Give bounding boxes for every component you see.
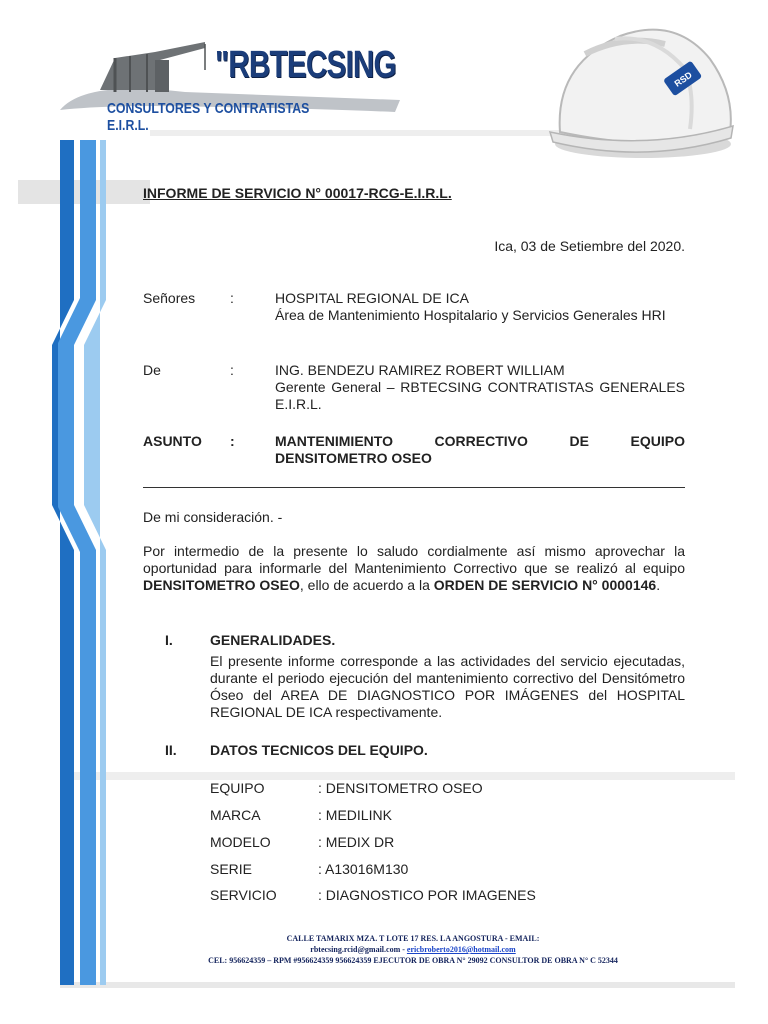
svg-text:RSD: RSD [672,69,694,89]
section-1-body: El presente informe corresponde a las actividades del servicio ejecutadas, durante el periodo ejecución del mantenimiento correctivo del Densitómetro Óseo del AREA DE DIAGNOSTICO POR IMÁGENES del HOSPITAL REGIONAL DE ICA respectivamente. [210,653,685,720]
hard-hat-icon [545,14,735,164]
spec-key-marca: MARCA [210,807,261,823]
intro-text-1: Por intermedio de la presente lo saludo cordialmente así mismo aprovechar la oportunidad para informarle del Mantenimiento Correctivo que se realizó al equipo [143,543,685,576]
footer-email-link[interactable]: ericbroberto2016@hotmail.com [406,945,516,954]
service-order-bold: ORDEN DE SERVICIO N° 0000146 [433,577,657,593]
intro-paragraph [143,543,685,594]
intro-text-2: , ello de acuerdo a la [299,577,434,593]
spec-value-servicio: : DIAGNOSTICO POR IMAGENES [318,887,536,903]
subject-text: MANTENIMIENTO CORRECTIVO DE EQUIPO DENSITOMETRO OSEO [275,433,685,466]
sender-position: Gerente General – RBTECSING CONTRATISTAS GENERALES E.I.R.L. [275,379,685,412]
sender-colon: : [230,362,234,378]
brand-name: "RBTECSING [215,44,396,86]
footer-email: rbtecsing.rcid@gmail.com - [310,945,407,954]
sender-name: ING. BENDEZU RAMIREZ ROBERT WILLIAM [275,362,565,378]
section-2-title: DATOS TECNICOS DEL EQUIPO. [210,742,428,758]
spec-key-equipo: EQUIPO [210,780,265,796]
place-date: Ica, 03 de Setiembre del 2020. [494,238,685,254]
report-title: INFORME DE SERVICIO N° 00017-RCG-E.I.R.L. [143,185,452,201]
equipment-name-bold: DENSITOMETRO OSEO [143,577,300,593]
section-1-title: GENERALIDADES. [210,632,336,648]
subject-label: ASUNTO [143,433,202,449]
sender-block [275,362,685,413]
spec-value-serie: : A13016M130 [318,861,409,877]
sender-label: De [143,362,161,378]
intro-text-3: . [656,577,661,593]
spec-value-marca: : MEDILINK [318,807,392,823]
section-2-number: II. [165,742,177,758]
separator-line [143,487,685,488]
spec-value-equipo: : DENSITOMETRO OSEO [318,780,483,796]
recipient-name: HOSPITAL REGIONAL DE ICA [275,290,469,306]
section-1-number: I. [165,632,173,648]
recipient-block [275,290,685,324]
recipient-colon: : [230,290,234,306]
footer-emails [143,945,683,954]
subject-colon: : [230,433,235,449]
spec-value-modelo: : MEDIX DR [318,834,395,850]
footer-contact: CEL: 956624359 – RPM #956624359 956624359 EJECUTOR DE OBRA N° 29092 CONSULTOR DE OBRA N° C 52344 [208,956,618,965]
company-logo [55,30,405,134]
brand-subtitle: CONSULTORES Y CONTRATISTAS E.I.R.L. [107,100,310,134]
spec-key-servicio: SERVICIO [210,887,277,903]
spec-key-serie: SERIE [210,861,253,877]
recipient-department: Área de Mantenimiento Hospitalario y Servicios Generales HRI [275,307,666,323]
greeting: De mi consideración. - [143,509,283,525]
recipient-label: Señores [143,290,196,306]
footer-address: CALLE TAMARIX MZA. T LOTE 17 RES. LA ANGOSTURA - EMAIL: [286,934,540,943]
spec-key-modelo: MODELO [210,834,271,850]
